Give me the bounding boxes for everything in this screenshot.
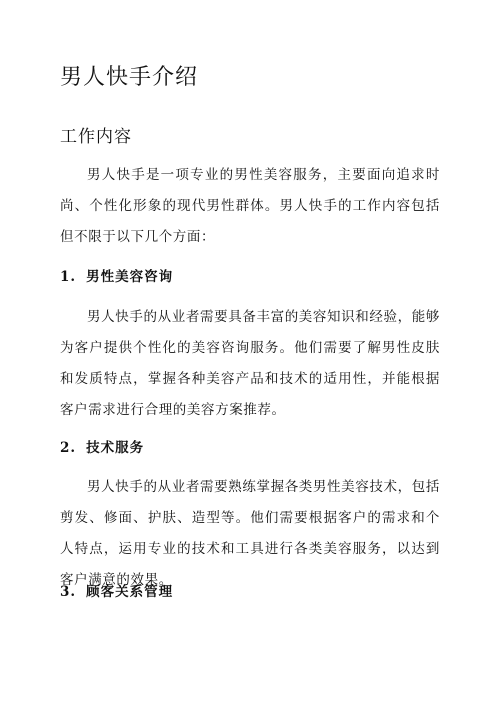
- document-title: 男人快手介绍: [60, 65, 199, 90]
- item-number-2: 2.: [60, 440, 77, 456]
- item-title-2: 技术服务: [86, 440, 145, 456]
- item-heading-3: [60, 580, 173, 600]
- item-number-1: 1.: [60, 269, 77, 285]
- item-heading-2: [60, 436, 144, 456]
- item-title-1: 男性美容咨询: [86, 269, 174, 285]
- intro-paragraph: 男人快手是一项专业的男性美容服务，主要面向追求时尚、个性化形象的现代男性群体。男人快手的工作内容包括但不限于以下几个方面：: [60, 167, 440, 245]
- item-paragraph-2: 男人快手的从业者需要熟练掌握各类男性美容技术，包括剪发、修面、护肤、造型等。他们需要根据客户的需求和个人特点，运用专业的技术和工具进行各类美容服务，以达到客户满意的效果。: [60, 479, 440, 588]
- item-paragraph-1: 男人快手的从业者需要具备丰富的美容知识和经验，能够为客户提供个性化的美容咨询服务。他们需要了解男性皮肤和发质特点，掌握各种美容产品和技术的适用性，并能根据客户需求进行合理的美容方案推荐。: [60, 309, 440, 418]
- item-heading-1: [60, 265, 173, 285]
- item-title-3: 顾客关系管理: [86, 584, 174, 600]
- item-number-3: 3.: [60, 584, 77, 600]
- section-heading: 工作内容: [60, 127, 132, 147]
